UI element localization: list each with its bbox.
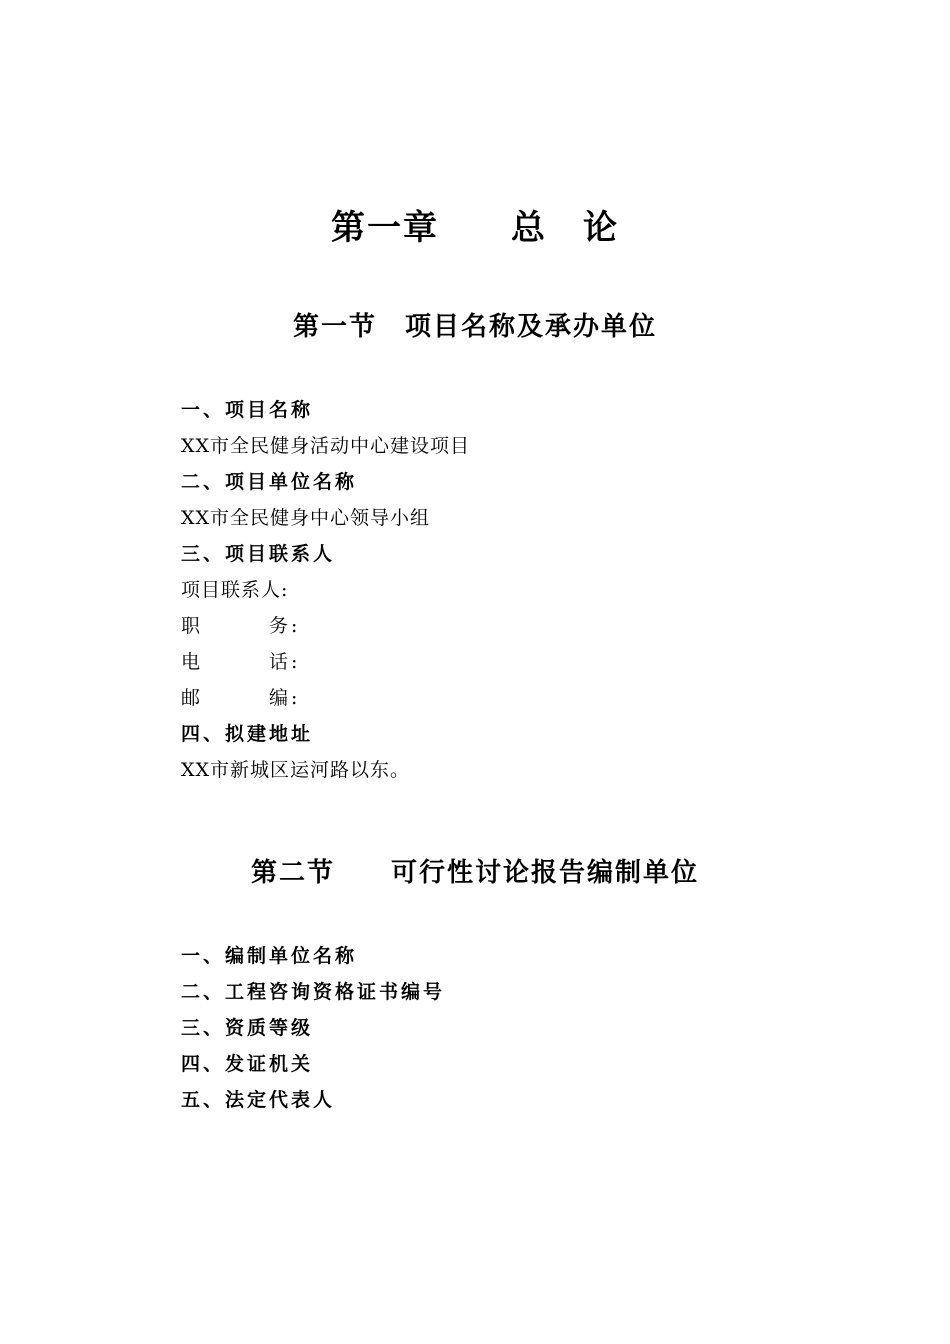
item-value-project-name: XX市全民健身活动中心建设项目 [181, 435, 471, 457]
contact-row-position [181, 614, 381, 638]
contact-row-char1: 邮 [181, 687, 201, 709]
item-heading-issuing-authority: 四、发证机关 [181, 1053, 314, 1075]
item-heading-legal-representative: 五、法定代表人 [181, 1089, 336, 1111]
contact-row-colon: : [291, 651, 298, 673]
contact-row-phone [181, 650, 381, 674]
contact-row-char2: 务 [269, 615, 289, 637]
section-1-title: 第一节 项目名称及承办单位 [292, 312, 657, 342]
item-heading-address: 四、拟建地址 [181, 723, 314, 745]
chapter-title: 第一章 总 论 [331, 208, 619, 248]
item-value-project-unit: XX市全民健身中心领导小组 [181, 507, 431, 529]
contact-person-label: 项目联系人: [181, 579, 289, 601]
contact-row-colon: : [291, 687, 298, 709]
section-2-title: 第二节 可行性讨论报告编制单位 [250, 858, 699, 888]
item-heading-project-name: 一、项目名称 [181, 399, 314, 421]
contact-row-colon: : [291, 615, 298, 637]
item-heading-project-unit: 二、项目单位名称 [181, 471, 358, 493]
item-heading-compiler-name: 一、编制单位名称 [181, 945, 358, 967]
contact-row-char2: 编 [269, 687, 289, 709]
contact-row-char1: 职 [181, 615, 201, 637]
item-heading-qualification: 三、资质等级 [181, 1017, 314, 1039]
item-heading-certificate-number: 二、工程咨询资格证书编号 [181, 981, 446, 1003]
item-value-address: XX市新城区运河路以东。 [181, 759, 411, 781]
contact-row-char2: 话 [269, 651, 289, 673]
item-heading-contact: 三、项目联系人 [181, 543, 336, 565]
contact-row-postcode [181, 686, 381, 710]
contact-row-char1: 电 [181, 651, 201, 673]
